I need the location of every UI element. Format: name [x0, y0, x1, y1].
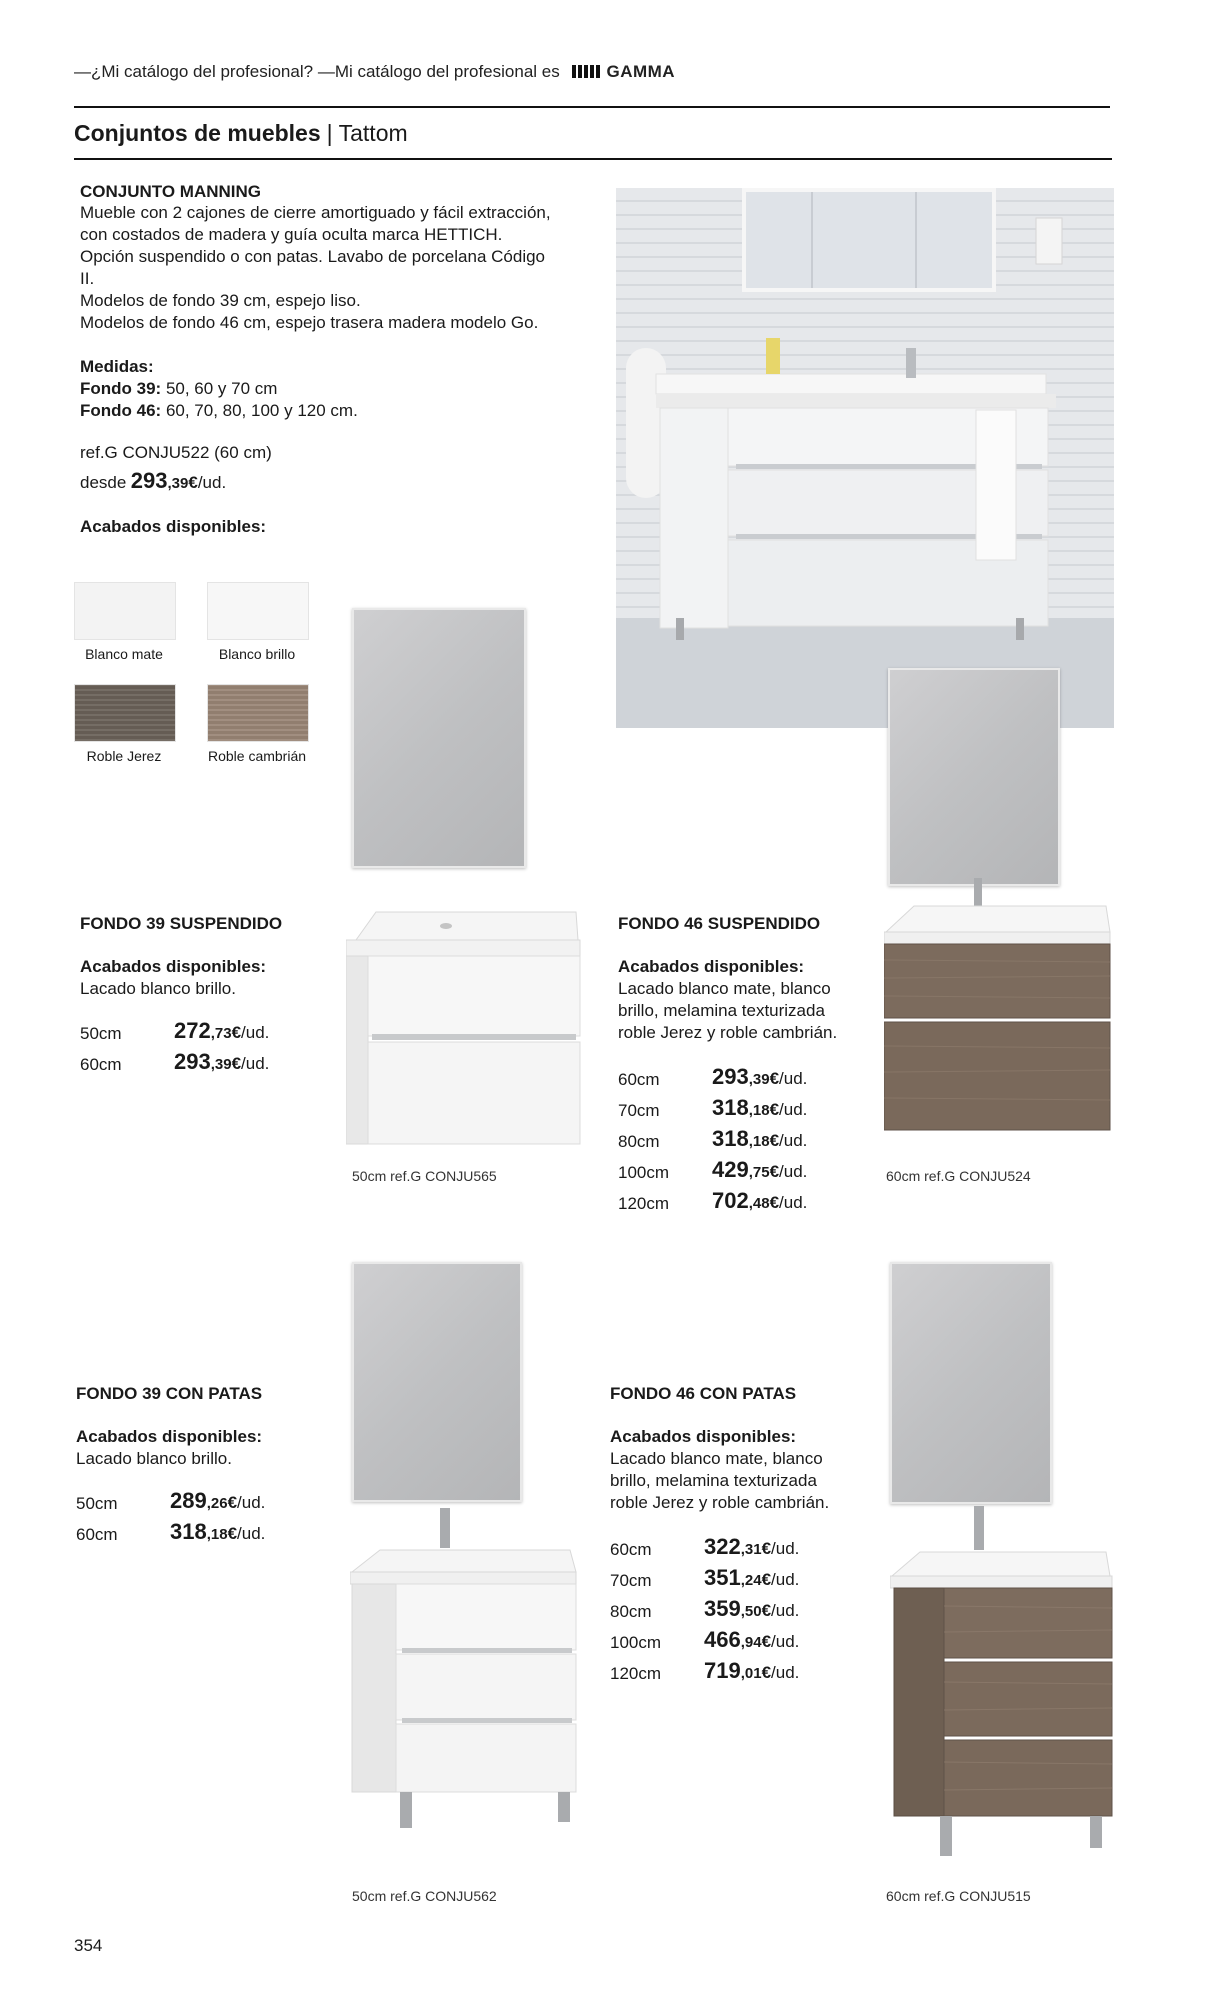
cabinet-white-legs-image — [350, 1508, 586, 1828]
size-label: 50cm — [80, 1024, 122, 1043]
swatch-label: Roble Jerez — [86, 748, 162, 764]
size-label: 60cm — [80, 1055, 122, 1074]
price-value: 318,18€/ud. — [170, 1519, 266, 1544]
intro-line: Modelos de fondo 39 cm, espejo liso. — [80, 291, 361, 310]
price-row — [610, 1658, 870, 1689]
price-row — [80, 1018, 320, 1049]
acabados-line: roble Jerez y roble cambrián. — [618, 1023, 838, 1042]
intro-price: desde 293,39€/ud. — [80, 468, 227, 493]
swatch-label: Roble cambrián — [207, 748, 307, 764]
price-value: 289,26€/ud. — [170, 1488, 266, 1513]
price-row — [618, 1126, 878, 1157]
product-caption: 50cm ref.G CONJU565 — [352, 1168, 497, 1184]
section-fondo-39-con-patas — [76, 1384, 316, 1550]
size-label: 60cm — [76, 1525, 118, 1544]
size-label: 80cm — [618, 1132, 660, 1151]
title-divider — [74, 158, 1112, 160]
acabados-label: Acabados disponibles: — [76, 1427, 263, 1446]
mirror-image — [352, 1262, 522, 1502]
cabinet-icon — [884, 876, 1114, 1132]
tagline-question: —¿Mi catálogo del profesional? — [74, 62, 314, 81]
page-title — [74, 120, 408, 147]
product-caption: 60cm ref.G CONJU524 — [886, 1168, 1031, 1184]
price-value: 322,31€/ud. — [704, 1534, 800, 1559]
gamma-logo-icon — [572, 65, 602, 78]
cabinet-icon — [346, 910, 584, 1146]
price-row — [618, 1157, 878, 1188]
acabados-line: Lacado blanco brillo. — [80, 979, 236, 998]
acabados-line: brillo, melamina texturizada — [618, 1001, 825, 1020]
price-value: 359,50€/ud. — [704, 1596, 800, 1621]
header-divider — [74, 106, 1110, 108]
product-caption: 50cm ref.G CONJU562 — [352, 1888, 497, 1904]
price-value: 466,94€/ud. — [704, 1627, 800, 1652]
price-value: 318,18€/ud. — [712, 1095, 808, 1120]
size-label: 100cm — [610, 1633, 662, 1652]
acabados-line: Lacado blanco mate, blanco — [618, 979, 831, 998]
brand-name: GAMMA — [606, 62, 676, 81]
catalog-tagline — [74, 62, 675, 82]
intro-line: II. — [80, 269, 95, 288]
swatch-roble-jerez — [74, 684, 176, 742]
bathroom-scene-icon — [616, 188, 1114, 728]
size-label: 70cm — [618, 1101, 660, 1120]
section-title: FONDO 46 SUSPENDIDO — [618, 914, 821, 933]
price-value: 293,39€/ud. — [712, 1064, 808, 1089]
section-title: FONDO 39 SUSPENDIDO — [80, 914, 283, 933]
mirror-image — [888, 668, 1060, 886]
price-row — [618, 1188, 878, 1219]
size-label: 100cm — [618, 1163, 670, 1182]
section-fondo-46-con-patas — [610, 1384, 870, 1689]
acabados-label: Acabados disponibles: — [80, 957, 267, 976]
cabinet-wood-suspended-image — [884, 876, 1114, 1132]
price-row — [610, 1565, 870, 1596]
price-row — [610, 1534, 870, 1565]
cabinet-white-suspended-image — [346, 910, 584, 1146]
cabinet-icon — [350, 1508, 586, 1828]
intro-line: con costados de madera y guía oculta marca HETTICH. — [80, 225, 503, 244]
intro-ref: ref.G CONJU522 (60 cm) — [80, 443, 272, 462]
intro-line: Modelos de fondo 46 cm, espejo trasera madera modelo Go. — [80, 313, 539, 332]
mirror-image — [352, 608, 526, 868]
cabinet-icon — [890, 1506, 1116, 1860]
price-row — [618, 1064, 878, 1095]
price-value: 272,73€/ud. — [174, 1018, 270, 1043]
intro-line: Opción suspendido o con patas. Lavabo de porcelana Código — [80, 247, 546, 266]
price-row — [76, 1519, 316, 1550]
mirror-image — [890, 1262, 1052, 1504]
size-label: 120cm — [618, 1194, 670, 1213]
acabados-label: Acabados disponibles: — [80, 517, 267, 536]
swatch-roble-cambrian — [207, 684, 309, 742]
section-fondo-39-suspendido — [80, 914, 320, 1080]
size-label: 60cm — [610, 1540, 652, 1559]
product-caption: 60cm ref.G CONJU515 — [886, 1888, 1031, 1904]
price-row — [610, 1627, 870, 1658]
acabados-line: roble Jerez y roble cambrián. — [610, 1493, 830, 1512]
page-number: 354 — [74, 1936, 103, 1955]
acabados-line: Lacado blanco brillo. — [76, 1449, 232, 1468]
acabados-line: brillo, melamina texturizada — [610, 1471, 817, 1490]
price-value: 429,75€/ud. — [712, 1157, 808, 1182]
page-title-series: Tattom — [338, 120, 408, 146]
size-label: 60cm — [618, 1070, 660, 1089]
price-value: 293,39€/ud. — [174, 1049, 270, 1074]
price-value: 318,18€/ud. — [712, 1126, 808, 1151]
bathroom-photo — [616, 188, 1114, 728]
section-fondo-46-suspendido — [618, 914, 878, 1219]
acabados-line: Lacado blanco mate, blanco — [610, 1449, 823, 1468]
price-value: 351,24€/ud. — [704, 1565, 800, 1590]
intro-line: Mueble con 2 cajones de cierre amortiguado y fácil extracción, — [80, 203, 551, 222]
acabados-label: Acabados disponibles: — [610, 1427, 797, 1446]
swatch-label: Blanco mate — [85, 646, 163, 662]
price-value: 702,48€/ud. — [712, 1188, 808, 1213]
tagline-answer: —Mi catálogo del profesional es — [317, 62, 560, 81]
section-title: FONDO 46 CON PATAS — [610, 1384, 797, 1403]
size-label: 120cm — [610, 1664, 662, 1683]
size-label: 80cm — [610, 1602, 652, 1621]
intro-block — [80, 182, 600, 538]
page-title-main: Conjuntos de muebles — [74, 120, 321, 146]
swatch-blanco-mate — [74, 582, 176, 640]
section-title: FONDO 39 CON PATAS — [76, 1384, 263, 1403]
cabinet-wood-legs-image — [890, 1506, 1116, 1860]
size-label: 50cm — [76, 1494, 118, 1513]
price-row — [80, 1049, 320, 1080]
intro-title: CONJUNTO MANNING — [80, 182, 262, 201]
intro-description — [80, 202, 600, 334]
price-row — [618, 1095, 878, 1126]
size-label: 70cm — [610, 1571, 652, 1590]
page-title-separator: | — [326, 120, 333, 146]
price-row — [610, 1596, 870, 1627]
swatch-blanco-brillo — [207, 582, 309, 640]
medidas-label: Medidas: — [80, 357, 154, 376]
acabados-label: Acabados disponibles: — [618, 957, 805, 976]
price-value: 719,01€/ud. — [704, 1658, 800, 1683]
medidas-fondo-39: Fondo 39: 50, 60 y 70 cm — [80, 379, 278, 398]
swatch-label: Blanco brillo — [218, 646, 296, 662]
medidas-fondo-46: Fondo 46: 60, 70, 80, 100 y 120 cm. — [80, 401, 358, 420]
price-row — [76, 1488, 316, 1519]
